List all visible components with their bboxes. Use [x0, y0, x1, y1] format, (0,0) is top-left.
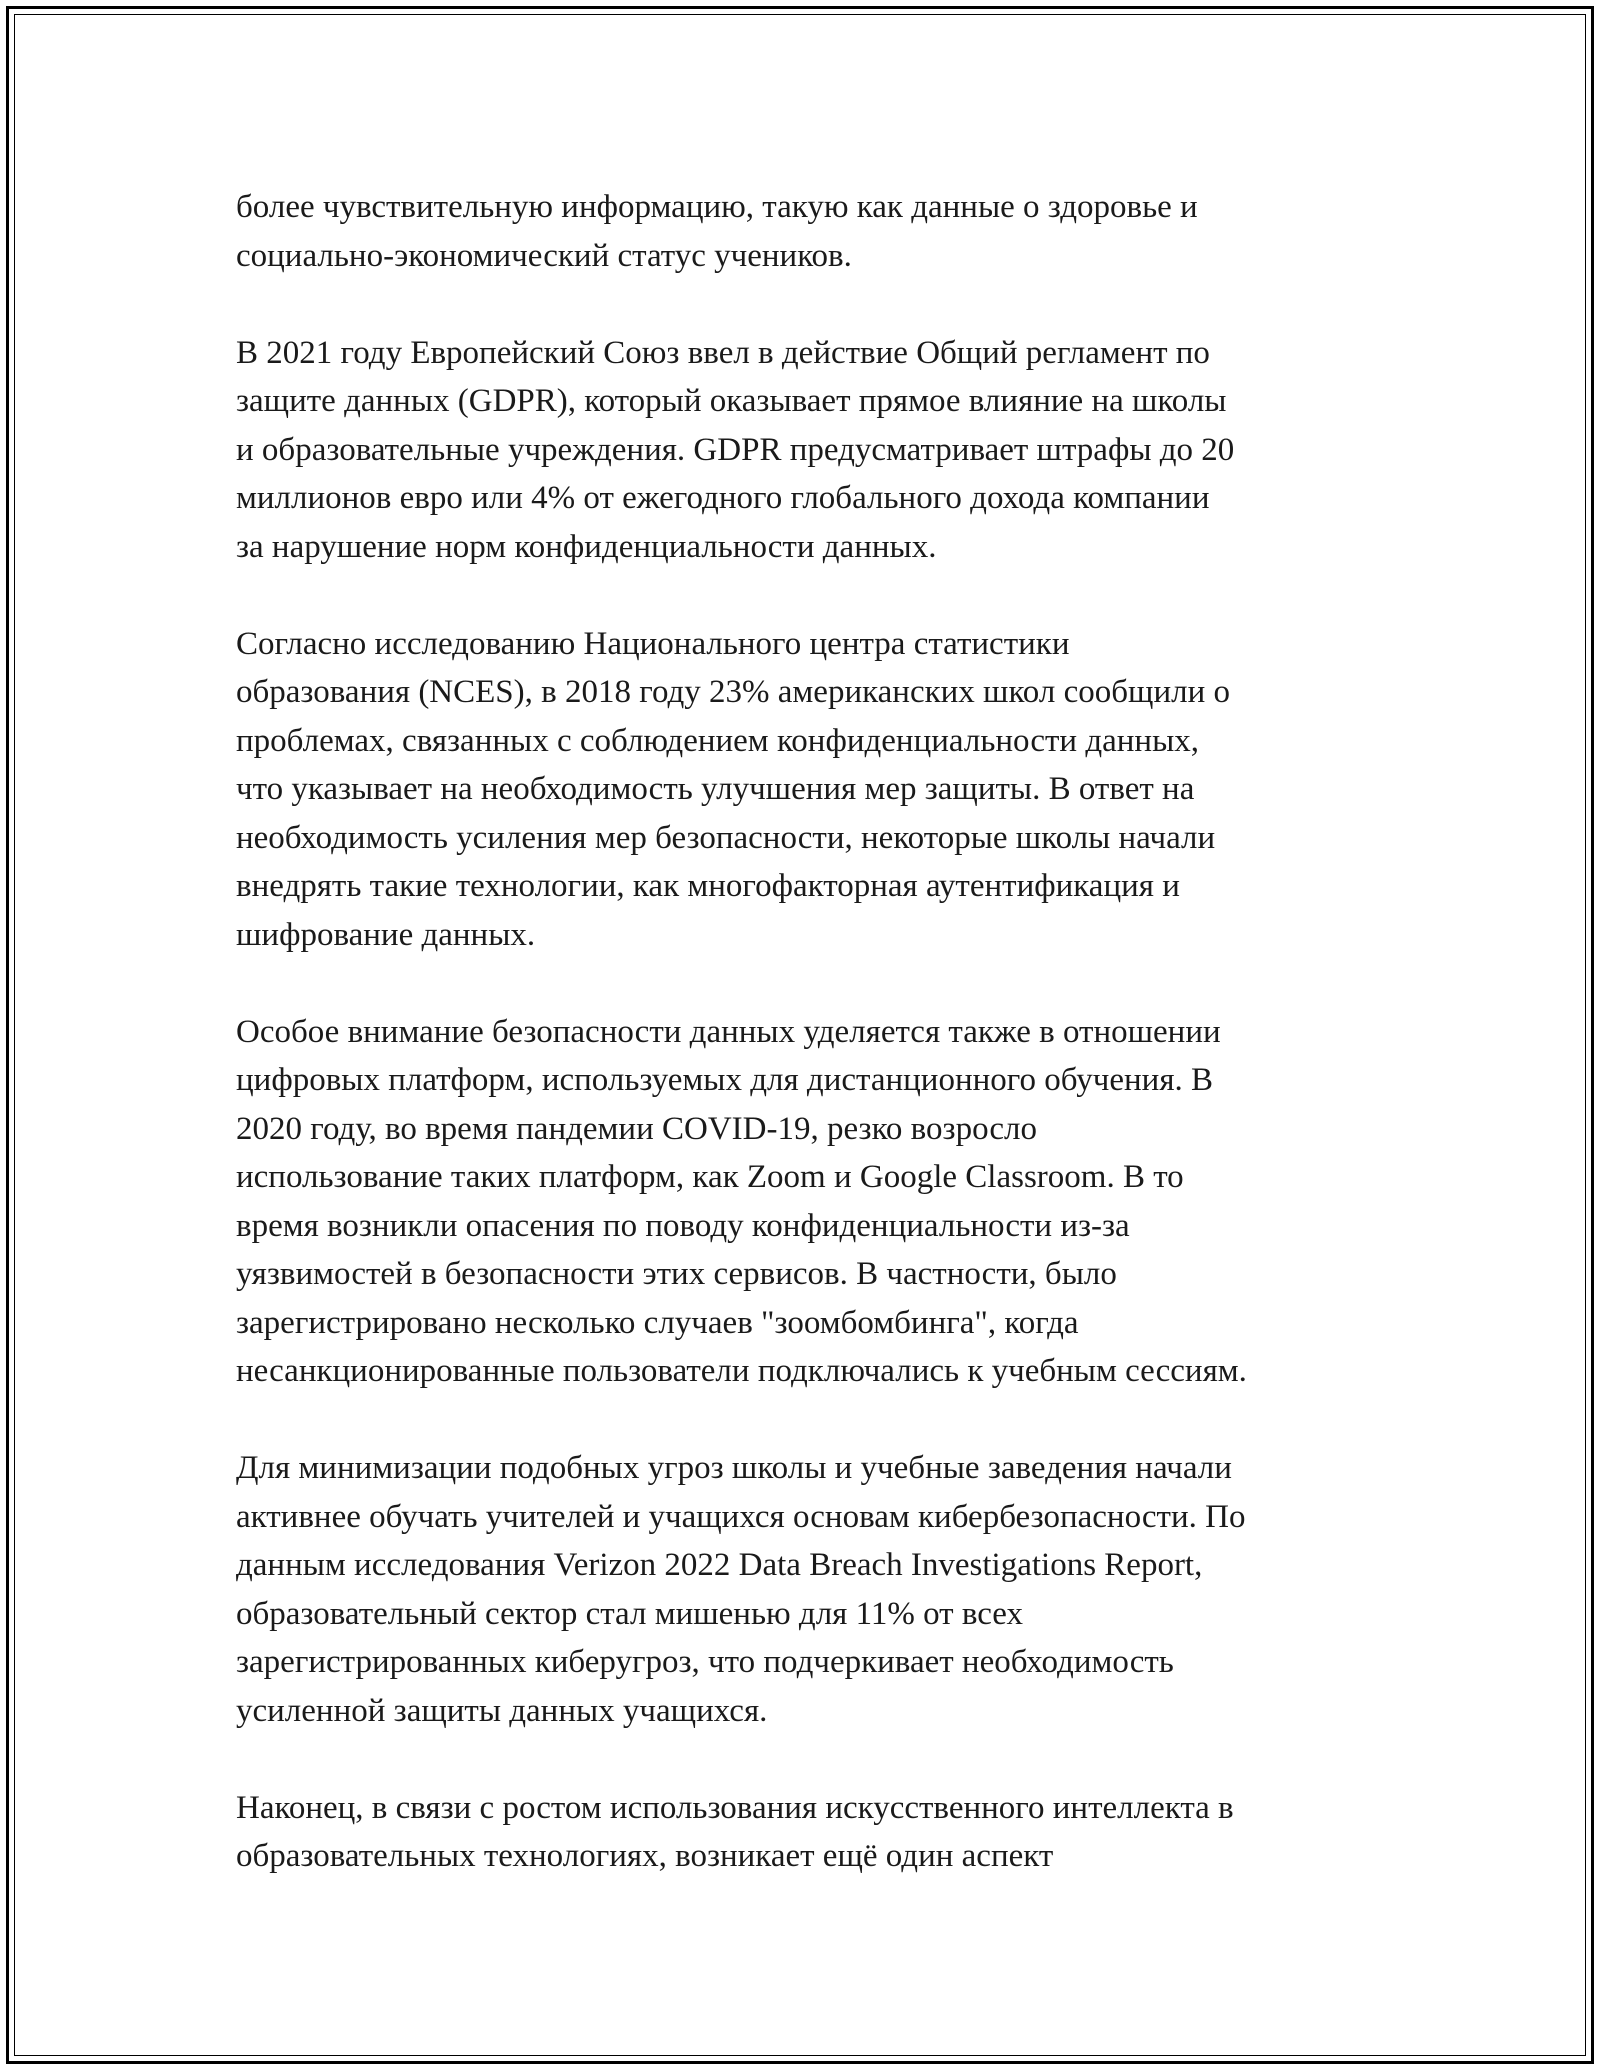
paragraph-nces — [236, 620, 1366, 960]
text-line: Для минимизации подобных угроз школы и учебные заведения начали — [236, 1450, 1232, 1486]
document-body — [236, 183, 1366, 1929]
text-line: 2020 году, во время пандемии COVID-19, резко возросло — [236, 1110, 1038, 1147]
text-line: более чувствительную информацию, такую как данные о здоровье и — [236, 189, 1198, 225]
text-line: что указывает на необходимость улучшения мер защиты. В ответ на — [236, 771, 1195, 807]
paragraph-remote-learning — [236, 1008, 1366, 1396]
text-line: данным исследования Verizon 2022 Data Breach Investigations Report, — [236, 1547, 1203, 1583]
text-line: шифрование данных. — [236, 916, 536, 953]
text-line: защите данных (GDPR), который оказывает прямое влияние на школы — [236, 383, 1227, 419]
text-line: усиленной защиты данных учащихся. — [236, 1692, 768, 1729]
text-line: В 2021 году Европейский Союз ввел в действие Общий регламент по — [236, 334, 1210, 371]
text-line: уязвимостей в безопасности этих сервисов. В частности, было — [236, 1256, 1117, 1292]
text-line: зарегистрировано несколько случаев "зоомбомбинга", когда — [236, 1304, 1079, 1341]
text-line: за нарушение норм конфиденциальности данных. — [236, 528, 937, 565]
text-line: активнее обучать учителей и учащихся основам кибербезопасности. По — [236, 1498, 1246, 1535]
text-line: внедрять такие технологии, как многофакторная аутентификация и — [236, 868, 1180, 904]
text-line: проблемах, связанных с соблюдением конфиденциальности данных, — [236, 722, 1200, 759]
text-line: цифровых платформ, используемых для дистанционного обучения. В — [236, 1062, 1214, 1098]
text-line: Согласно исследованию Национального центра статистики — [236, 625, 1070, 662]
text-line: образования (NCES), в 2018 году 23% американских школ сообщили о — [236, 674, 1230, 710]
text-line: и образовательные учреждения. GDPR предусматривает штрафы до 20 — [236, 431, 1235, 468]
text-line: миллионов евро или 4% от ежегодного глобального дохода компании — [236, 480, 1210, 516]
text-line: зарегистрированных киберугроз, что подчеркивает необходимость — [236, 1644, 1174, 1680]
text-line: использование таких платформ, как Zoom и Google Classroom. В то — [236, 1159, 1184, 1195]
text-line: Наконец, в связи с ростом использования искусственного интеллекта в — [236, 1789, 1234, 1826]
text-line: социально-экономический статус учеников. — [236, 237, 852, 274]
text-line: время возникли опасения по поводу конфиденциальности из-за — [236, 1207, 1130, 1244]
paragraph-cybersecurity-training — [236, 1444, 1366, 1735]
text-line: образовательных технологиях, возникает ещё один аспект — [236, 1838, 1054, 1874]
paragraph-gdpr — [236, 329, 1366, 572]
text-line: несанкционированные пользователи подключались к учебным сессиям. — [236, 1353, 1247, 1389]
text-line: Особое внимание безопасности данных уделяется также в отношении — [236, 1013, 1221, 1050]
paragraph-sensitive-info — [236, 183, 1366, 280]
text-line: необходимость усиления мер безопасности, некоторые школы начали — [236, 819, 1216, 856]
text-line: образовательный сектор стал мишенью для 11% от всех — [236, 1595, 1024, 1632]
paragraph-ai — [236, 1784, 1366, 1881]
